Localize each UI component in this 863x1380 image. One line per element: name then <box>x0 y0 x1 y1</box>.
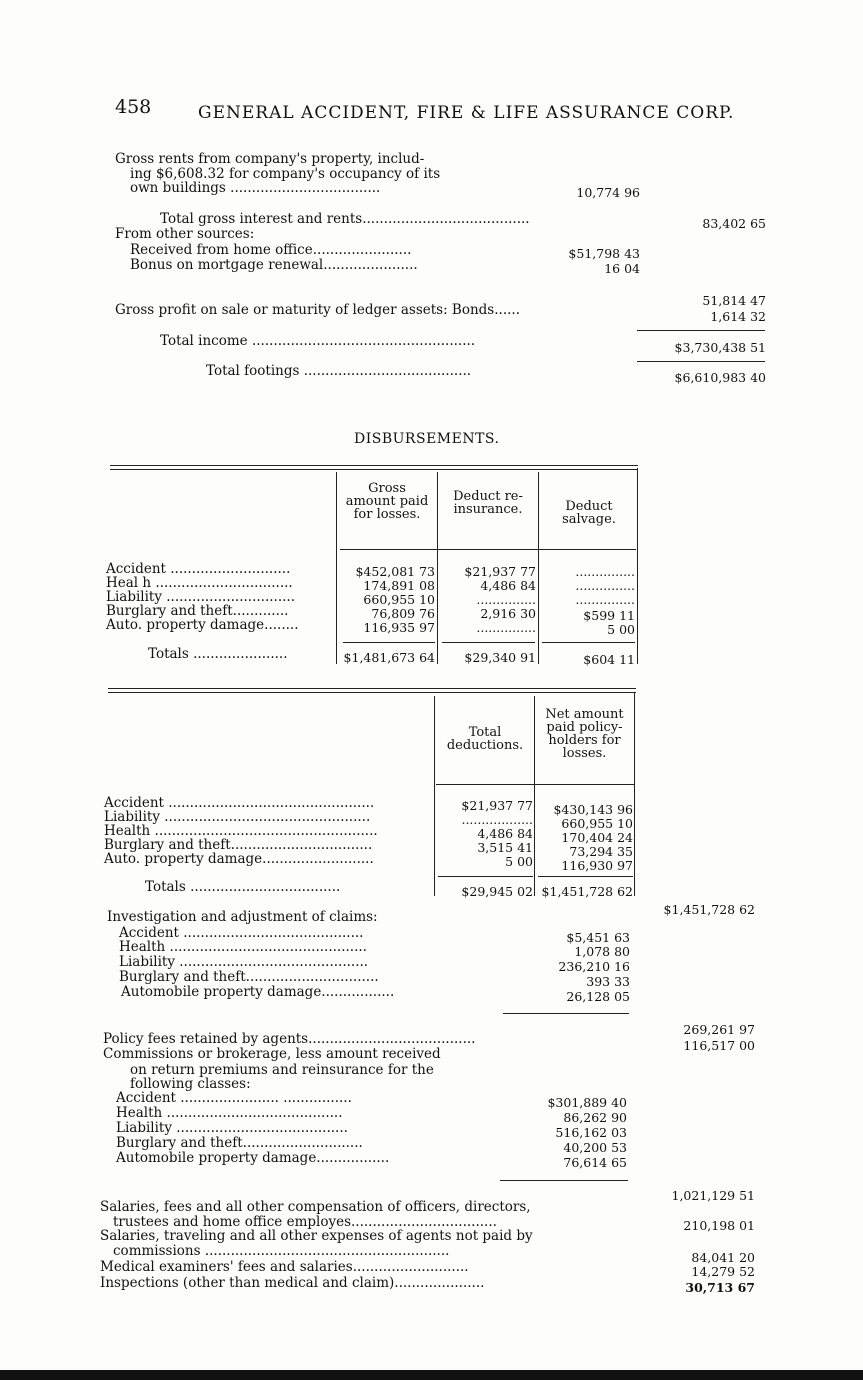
table1-totals-label: Totals ...................... <box>148 646 288 662</box>
table1-row-gross: 76,809 76 <box>371 606 435 621</box>
table1-row-salvage: ............... <box>575 564 635 579</box>
table2-sum-rule-1 <box>438 876 533 877</box>
total-income-value: $3,730,438 51 <box>674 340 766 355</box>
salaries-line-1: Salaries, fees and all other compensation of officers, directors, <box>100 1199 531 1215</box>
investigation-row-label: Automobile property damage................. <box>121 984 395 1000</box>
commissions-row-value: 76,614 65 <box>563 1155 627 1170</box>
table2-row-deductions: 4,486 84 <box>477 826 533 841</box>
bonus-value: 16 04 <box>604 261 640 276</box>
investigation-row-label: Liability ............................................ <box>119 954 369 970</box>
commissions-row-label: Automobile property damage................. <box>116 1150 390 1166</box>
table1-header-rule <box>340 549 636 550</box>
page-title: GENERAL ACCIDENT, FIRE & LIFE ASSURANCE CORP. <box>198 103 735 123</box>
table2-row-net: 73,294 35 <box>569 844 633 859</box>
table1-top-rule-1 <box>110 465 638 466</box>
table1-total-salvage: $604 11 <box>583 652 635 667</box>
commissions-line-3: following classes: <box>130 1076 251 1092</box>
table1-row-label: Auto. property damage........ <box>106 617 299 633</box>
table1-row-reins: $21,937 77 <box>464 564 536 579</box>
table2-totals-label: Totals ................................... <box>145 879 341 895</box>
scan-edge-bar <box>0 1370 863 1380</box>
inspections-label: Inspections (other than medical and claim)..................... <box>100 1275 485 1291</box>
investigation-row-value: 26,128 05 <box>566 989 630 1004</box>
table1-col-sep-1 <box>336 472 337 664</box>
table2-row-net: 116,930 97 <box>561 858 633 873</box>
table1-row-salvage: 5 00 <box>607 622 635 637</box>
table2-carried-total: $1,451,728 62 <box>663 902 755 917</box>
table1-row-label: Heal h ................................ <box>106 575 293 591</box>
investigation-row-label: Burglary and theft............................... <box>119 969 379 985</box>
table1-row-reins: ............... <box>476 620 536 635</box>
commissions-row-label: Liability ........................................ <box>116 1120 348 1136</box>
salaries-line-2: trustees and home office employes.................................. <box>113 1214 497 1230</box>
investigation-row-label: Accident .......................................... <box>119 925 364 941</box>
investigation-row-value: 1,078 80 <box>574 944 630 959</box>
table1-sum-rule-2 <box>442 642 535 643</box>
table1-row-salvage: ............... <box>575 578 635 593</box>
bonus-label: Bonus on mortgage renewal...................... <box>130 257 418 273</box>
rents-value: 10,774 96 <box>576 185 640 200</box>
table2-row-net: 660,955 10 <box>561 816 633 831</box>
table1-col-sep-4 <box>637 468 638 664</box>
table1-top-rule-2 <box>110 469 638 470</box>
table2-total-net: $1,451,728 62 <box>541 884 633 899</box>
gross-profit-label: Gross profit on sale or maturity of ledger assets: Bonds...... <box>115 302 520 318</box>
table1-row-label: Accident ............................ <box>106 561 291 577</box>
commissions-row-value: 40,200 53 <box>563 1140 627 1155</box>
table2-col-sep-2 <box>534 696 535 896</box>
policy-fees-value: 116,517 00 <box>683 1038 755 1053</box>
table1-sum-rule-1 <box>343 642 435 643</box>
salaries-value: 210,198 01 <box>683 1218 755 1233</box>
commissions-row-value: 516,162 03 <box>555 1125 627 1140</box>
commissions-sum-rule <box>500 1180 628 1181</box>
table1-row-gross: 660,955 10 <box>363 592 435 607</box>
investigation-total: 269,261 97 <box>683 1022 755 1037</box>
table1-header-reinsurance: Deduct re-insurance. <box>453 489 523 517</box>
other-sources-total: 51,814 47 <box>702 293 766 308</box>
commissions-row-label: Burglary and theft............................ <box>116 1135 363 1151</box>
table1-row-reins: ............... <box>476 592 536 607</box>
table1-row-label: Liability .............................. <box>106 589 296 605</box>
total-interest-value: 83,402 65 <box>702 216 766 231</box>
table2-row-label: Health .................................................... <box>104 823 378 839</box>
commissions-row-value: $301,889 40 <box>547 1095 627 1110</box>
rents-line-1: Gross rents from company's property, includ- <box>115 151 425 167</box>
table1-col-sep-3 <box>538 472 539 664</box>
commissions-row-label: Health ......................................... <box>116 1105 343 1121</box>
agents-expenses-line-2: commissions ......................................................... <box>113 1243 450 1259</box>
table2-header-rule <box>436 784 634 785</box>
table1-col-sep-2 <box>437 472 438 664</box>
table1-row-reins: 4,486 84 <box>480 578 536 593</box>
home-office-value: $51,798 43 <box>568 246 640 261</box>
total-income-label: Total income .................................................... <box>160 333 476 349</box>
other-sources-label: From other sources: <box>115 226 255 242</box>
table1-row-gross: 116,935 97 <box>363 620 435 635</box>
table2-row-deductions: $21,937 77 <box>461 798 533 813</box>
table2-row-net: $430,143 96 <box>553 802 633 817</box>
rule-total-footings <box>637 361 765 362</box>
table1-total-reins: $29,340 91 <box>464 650 536 665</box>
table2-row-net: 170,404 24 <box>561 830 633 845</box>
agents-expenses-value: 84,041 20 <box>691 1250 755 1265</box>
table2-row-deductions: .................. <box>461 812 533 827</box>
table2-col-sep-1 <box>434 696 435 896</box>
table1-row-gross: $452,081 73 <box>355 564 435 579</box>
investigation-heading: Investigation and adjustment of claims: <box>107 909 378 925</box>
table1-row-salvage: ............... <box>575 592 635 607</box>
table2-total-deductions: $29,945 02 <box>461 884 533 899</box>
commissions-line-1: Commissions or brokerage, less amount received <box>103 1046 441 1062</box>
total-interest-label: Total gross interest and rents....................................... <box>160 211 530 227</box>
table2-sum-rule-2 <box>538 876 633 877</box>
table1-sum-rule-3 <box>542 642 635 643</box>
rents-line-3: own buildings ................................... <box>130 180 381 196</box>
table1-header-salvage: Deduct salvage. <box>562 499 616 527</box>
medical-label: Medical examiners' fees and salaries........................... <box>100 1259 469 1275</box>
rents-line-2: ing $6,608.32 for company's occupancy of its <box>130 166 441 182</box>
table1-header-gross: Gross amount paid for losses. <box>345 481 429 522</box>
table2-top-rule-2 <box>108 692 636 693</box>
investigation-sum-rule <box>503 1013 629 1014</box>
medical-value: 14,279 52 <box>691 1264 755 1279</box>
inspections-value: 30,713 67 <box>685 1280 755 1295</box>
table2-top-rule-1 <box>108 688 636 689</box>
total-footings-label: Total footings ....................................... <box>206 363 472 379</box>
table2-row-label: Liability ................................................ <box>104 809 371 825</box>
commissions-row-label: Accident ....................... ................ <box>116 1090 352 1106</box>
investigation-row-value: $5,451 63 <box>566 930 630 945</box>
table1-row-label: Burglary and theft............. <box>106 603 289 619</box>
policy-fees-label: Policy fees retained by agents....................................... <box>103 1031 476 1047</box>
investigation-row-value: 236,210 16 <box>558 959 630 974</box>
commissions-total: 1,021,129 51 <box>671 1188 755 1203</box>
gross-profit-value: 1,614 32 <box>710 309 766 324</box>
agents-expenses-line-1: Salaries, traveling and all other expenses of agents not paid by <box>100 1228 533 1244</box>
home-office-label: Received from home office....................... <box>130 242 412 258</box>
table1-row-salvage: $599 11 <box>583 608 635 623</box>
table2-col-sep-3 <box>634 692 635 896</box>
table1-row-gross: 174,891 08 <box>363 578 435 593</box>
investigation-row-label: Health .............................................. <box>119 939 367 955</box>
table2-header-deductions: Total deductions. <box>446 725 524 753</box>
commissions-row-value: 86,262 90 <box>563 1110 627 1125</box>
rule-total-income <box>637 330 765 331</box>
table1-row-reins: 2,916 30 <box>480 606 536 621</box>
page-number: 458 <box>115 96 152 118</box>
table1-total-gross: $1,481,673 64 <box>343 650 435 665</box>
total-footings-value: $6,610,983 40 <box>674 370 766 385</box>
table2-row-deductions: 3,515 41 <box>477 840 533 855</box>
table2-row-label: Burglary and theft................................. <box>104 837 373 853</box>
commissions-line-2: on return premiums and reinsurance for the <box>130 1062 434 1078</box>
table2-row-deductions: 5 00 <box>505 854 533 869</box>
table2-row-label: Auto. property damage.......................... <box>104 851 374 867</box>
table2-row-label: Accident ................................................ <box>104 795 375 811</box>
investigation-row-value: 393 33 <box>586 974 630 989</box>
disbursements-title: DISBURSEMENTS. <box>354 431 500 447</box>
table2-header-net: Net amount paid policy-holders for losses. <box>545 707 624 761</box>
